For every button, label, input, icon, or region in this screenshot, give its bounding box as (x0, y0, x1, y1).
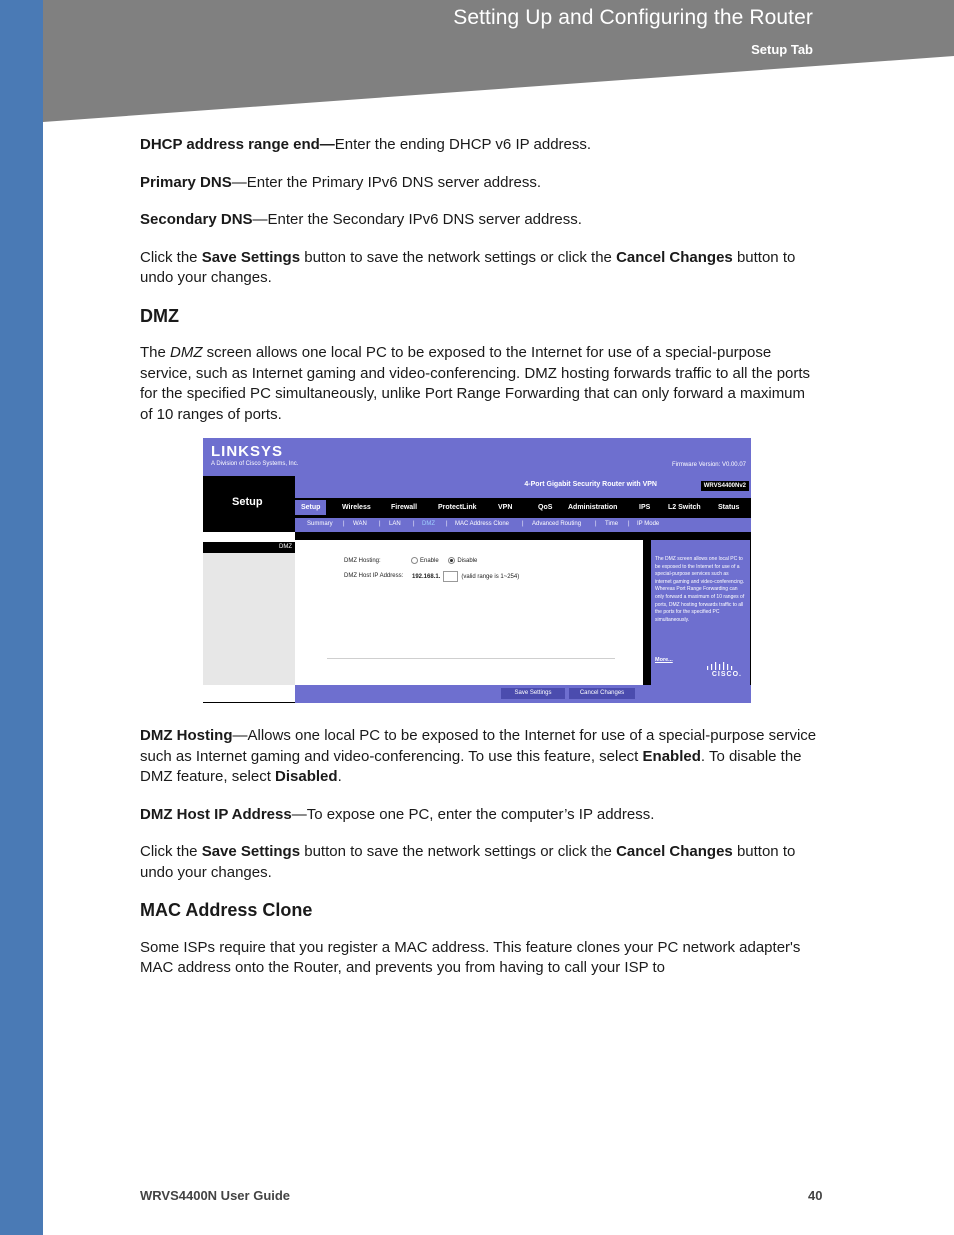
paragraph-save-cancel-2: Click the Save Settings button to save the network settings or click the Cancel Changes button to undo your changes. (140, 843, 796, 881)
disable-radio[interactable] (448, 557, 455, 564)
heading-mac-address-clone: MAC Address Clone (140, 900, 313, 920)
tab-qos[interactable]: QoS (538, 504, 553, 511)
subtab-time[interactable]: Time (605, 521, 619, 527)
tab-setup[interactable]: Setup (295, 500, 326, 515)
router-help-panel (651, 540, 750, 685)
cisco-logo: CISCO. (711, 671, 742, 678)
subtab-ip-mode[interactable]: IP Mode (637, 521, 660, 527)
footer-guide-title: WRVS4400N User Guide (140, 1188, 291, 1203)
subtab-summary[interactable]: Summary (307, 521, 333, 527)
paragraph-primary-dns: Primary DNS—Enter the Primary IPv6 DNS server address. (140, 173, 541, 191)
subtab-separator: | (595, 521, 597, 527)
tab-ips[interactable]: IPS (639, 504, 651, 511)
paragraph-dhcp-range-end: DHCP address range end—Enter the ending DHCP v6 IP address. (140, 136, 592, 153)
dmz-hosting-options (411, 557, 477, 564)
subtab-separator: | (413, 521, 415, 527)
dmz-host-ip-label: DMZ Host IP Address: (344, 573, 404, 579)
router-side-strip (203, 542, 295, 553)
ip-last-octet-input[interactable] (443, 571, 458, 582)
subtab-separator: | (522, 521, 524, 527)
router-top-banner (203, 438, 751, 476)
linksys-logo: LINKSYS (211, 443, 284, 460)
tab-wireless[interactable]: Wireless (342, 504, 371, 511)
ip-prefix: 192.168.1. (412, 574, 441, 581)
paragraph-dmz-hosting: DMZ Hosting—Allows one local PC to be exposed to the Internet for use of a special-purpose service such as Internet gaming and video-conferencing. To use this feature, select Enabled. To disable the DMZ feature, select Disabled. (140, 727, 817, 785)
router-sub-tabs (295, 518, 751, 532)
subtab-mac-address-clone[interactable]: MAC Address Clone (455, 521, 510, 527)
save-settings-button[interactable]: Save Settings (501, 688, 565, 699)
router-side-grey-panel (203, 553, 295, 685)
router-dmz-form (295, 540, 643, 685)
disable-label: Disable (457, 558, 478, 565)
page-header-title: Setting Up and Configuring the Router (453, 6, 813, 29)
tab-l2-switch[interactable]: L2 Switch (668, 504, 701, 511)
subtab-separator: | (379, 521, 381, 527)
subtab-separator: | (343, 521, 345, 527)
enable-label: Enable (420, 558, 439, 565)
ip-range-hint: (valid range is 1~254) (461, 574, 520, 581)
router-section-title: Setup (232, 496, 263, 508)
paragraph-mac-clone: Some ISPs require that you register a MAC address. This feature clones your PC network adapter's MAC address onto the Router, and prevents you from having to call your ISP to (140, 938, 801, 976)
help-text: The DMZ screen allows one local PC to be exposed to the Internet for use of a special-purpose services such as internet gaming and video-conferencing. Whereas Port Range Forwarding can only forward a maximum of 10 ranges of ports, DMZ hosting forwards traffic to all the ports for the specified PC simultaneously. (655, 556, 745, 623)
tab-administration[interactable]: Administration (568, 504, 618, 511)
subtab-wan[interactable]: WAN (353, 521, 367, 527)
footer-page-number: 40 (808, 1188, 823, 1203)
router-side-label: DMZ (279, 544, 292, 550)
side-color-bar (0, 0, 43, 1235)
heading-dmz: DMZ (140, 305, 179, 326)
firmware-version: Firmware Version: V0.00.07 (671, 462, 746, 468)
linksys-logo-subtitle: A Division of Cisco Systems, Inc. (211, 461, 299, 467)
subtab-separator: | (628, 521, 630, 527)
subtab-advanced-routing[interactable]: Advanced Routing (532, 521, 582, 527)
paragraph-dmz-intro: The DMZ screen allows one local PC to be exposed to the Internet for use of a special-purpose service, such as Internet gaming and video-conferencing. DMZ hosting forwards traffic to all the ports for the specified PC simultaneously, unlike Port Range Forwarding that can only forward a maximum of 10 ranges of ports. (140, 344, 811, 423)
tab-status[interactable]: Status (718, 504, 740, 511)
subtab-dmz[interactable]: DMZ (422, 521, 435, 527)
router-dmz-screenshot (203, 438, 751, 703)
cisco-bridge-icon (706, 662, 736, 670)
tab-protectlink[interactable]: ProtectLink (438, 504, 477, 511)
help-more-link[interactable]: More... (655, 657, 673, 663)
router-model-badge: WRVS4400Nv2 (701, 481, 749, 491)
router-main-tabs (295, 498, 751, 518)
paragraph-dmz-host-ip: DMZ Host IP Address—To expose one PC, enter the computer’s IP address. (140, 805, 655, 823)
router-button-bar (295, 685, 751, 703)
paragraph-save-cancel-1: Click the Save Settings button to save the network settings or click the Cancel Changes button to undo your changes. (140, 248, 796, 286)
subtab-lan[interactable]: LAN (389, 521, 401, 527)
subtab-separator: | (446, 521, 448, 527)
page-header-subtitle: Setup Tab (751, 42, 813, 57)
tab-vpn[interactable]: VPN (498, 504, 513, 511)
cancel-changes-button[interactable]: Cancel Changes (569, 688, 635, 699)
enable-radio[interactable] (411, 557, 418, 564)
router-product-bar (295, 476, 751, 498)
dmz-hosting-label: DMZ Hosting: (344, 558, 381, 564)
form-divider (327, 658, 615, 659)
paragraph-secondary-dns: Secondary DNS—Enter the Secondary IPv6 DNS server address. (140, 211, 582, 228)
dmz-host-ip-row (412, 571, 519, 582)
router-product-name: 4-Port Gigabit Security Router with VPN (524, 481, 657, 488)
router-section-panel (203, 476, 295, 532)
tab-firewall[interactable]: Firewall (391, 504, 418, 511)
